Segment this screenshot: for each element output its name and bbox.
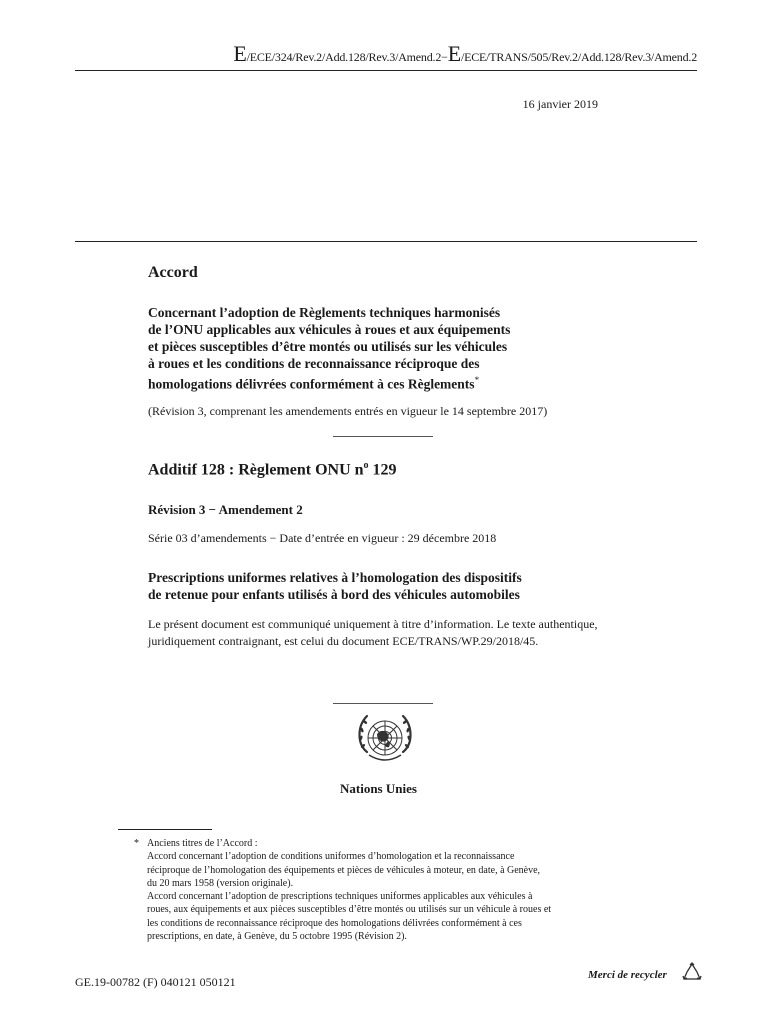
- recycle-text: Merci de recycler: [588, 969, 667, 981]
- concernant-heading: Concernant l’adoption de Règlements techniques harmonisés de l’ONU applicables aux véhicules à roues et aux équipements et pièces susceptibles d’être montés ou utilisés sur les véhicules à roues et les conditions de reconnaissance réciproque des homologations délivrées conformément à ces Règlements*: [148, 305, 511, 392]
- separator-rule: [333, 436, 433, 437]
- revision-amendment: Révision 3 − Amendement 2: [148, 502, 303, 517]
- footnote-marker: *: [134, 838, 139, 849]
- un-emblem-icon: [355, 708, 415, 776]
- accord-title: Accord: [148, 264, 198, 281]
- information-notice: Le présent document est communiqué uniquement à titre d’information. Le texte authentique, juridiquement contraignant, est celui du document ECE/TRANS/WP.29/2018/45.: [148, 617, 598, 648]
- job-number: GE.19-00782 (F) 040121 050121: [75, 975, 236, 989]
- footnote-rule: [118, 829, 212, 830]
- prescriptions-heading: Prescriptions uniformes relatives à l’homologation des dispositifs de retenue pour enfants utilisés à bord des véhicules automobiles: [148, 570, 522, 602]
- series-entry-date: Série 03 d’amendements − Date d’entrée en vigueur : 29 décembre 2018: [148, 531, 497, 545]
- document-symbol: E/ECE/324/Rev.2/Add.128/Rev.3/Amend.2−E/ECE/TRANS/505/Rev.2/Add.128/Rev.3/Amend.2: [233, 41, 697, 66]
- document-date: 16 janvier 2019: [522, 97, 598, 111]
- revision-note: (Révision 3, comprenant les amendements entrés en vigueur le 14 septembre 2017): [148, 404, 548, 418]
- united-nations-label: Nations Unies: [340, 781, 417, 796]
- header-divider: [75, 241, 697, 242]
- separator-rule: [333, 703, 433, 704]
- recycle-icon: [680, 961, 704, 985]
- footnote-text: Anciens titres de l’Accord : Accord concernant l’adoption de conditions uniformes d’homologation et la reconnaissance réciproque de l’homologation des équipements et pièces de véhicules à moteur, en date, à Genève, du 20 mars 1958 (version originale). Accord concernant l’adoption de prescriptions techniques uniformes applicables aux véhicules à roues, aux équipements et aux pièces susceptibles d’être montés ou utilisés sur un véhicule à roues et les conditions de reconnaissance réciproque des homologations délivrées conformément à ces prescriptions, en date, à Genève, du 5 octobre 1995 (Révision 2).: [147, 838, 552, 943]
- document-symbol-bar: [75, 41, 697, 71]
- footnote-marker: *: [474, 375, 480, 385]
- additif-heading: Additif 128 : Règlement ONU $n^o$ 129: [148, 460, 397, 479]
